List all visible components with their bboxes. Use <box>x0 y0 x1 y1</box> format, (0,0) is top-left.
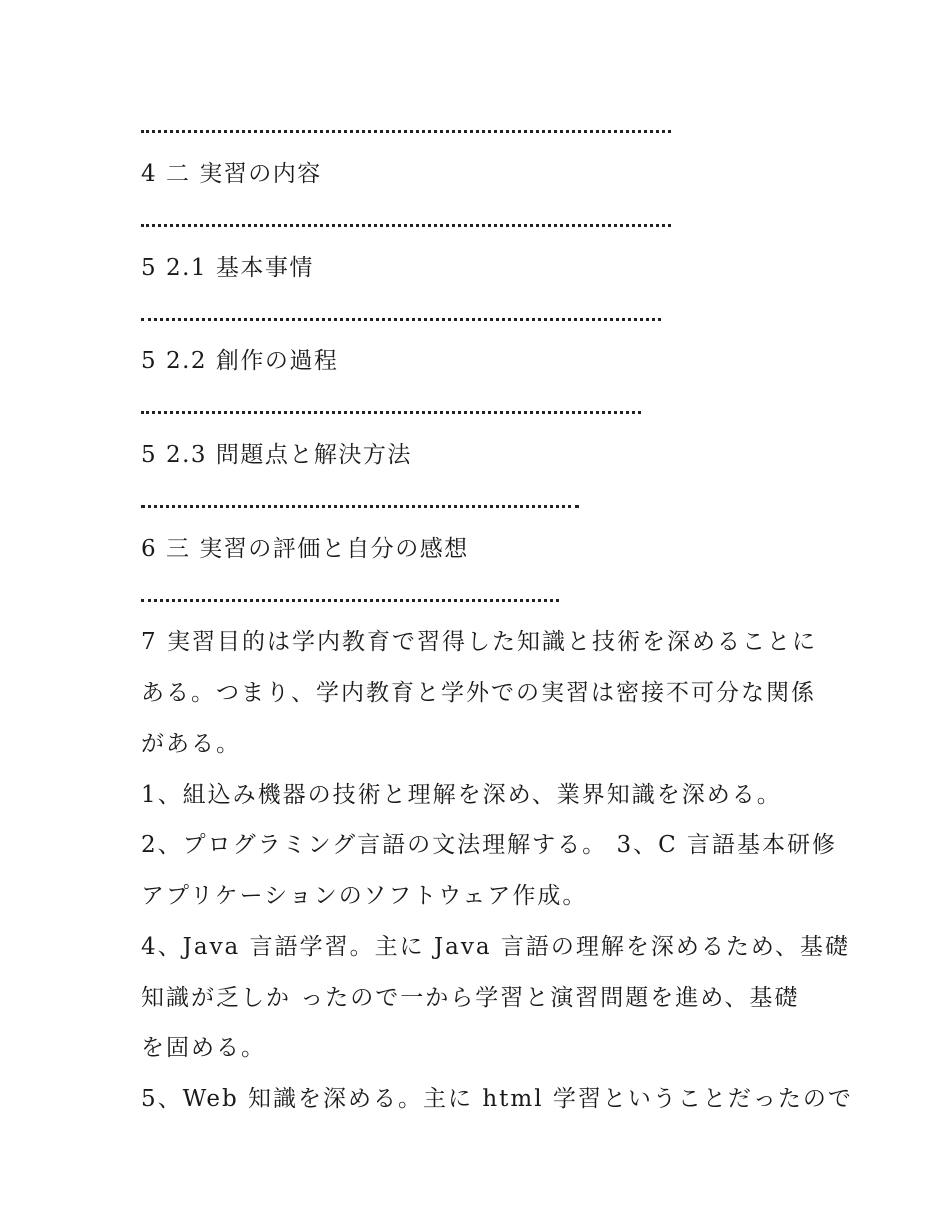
leader-dots <box>141 502 579 508</box>
toc-entry: 5 2.3 問題点と解決方法 <box>141 442 412 468</box>
body-line: 知識が乏しか ったので一から学習と演習問題を進め、基礎 <box>141 985 800 1011</box>
body-line: ある。つまり、学内教育と学外での実習は密接不可分な関係 <box>141 680 816 706</box>
leader-dots <box>141 408 641 414</box>
body-line: 4、Java 言語学習。主に Java 言語の理解を深めるため、基礎 <box>141 934 850 960</box>
toc-entry: 5 2.2 創作の過程 <box>141 348 339 374</box>
leader-dots <box>141 221 671 227</box>
toc-entry: 4 二 実習の内容 <box>141 161 322 187</box>
toc-entry: 6 三 実習の評価と自分の感想 <box>141 536 469 562</box>
leader-dots <box>141 315 661 321</box>
body-line: アプリケーションのソフトウェア作成。 <box>141 883 588 909</box>
leader-dots <box>141 127 671 133</box>
body-line: 5、Web 知識を深める。主に html 学習ということだったので <box>141 1086 853 1112</box>
toc-entry: 5 2.1 基本事情 <box>141 255 314 281</box>
body-line: 1、組込み機器の技術と理解を深め、業界知識を深める。 <box>141 782 782 808</box>
leader-dots <box>141 596 559 602</box>
body-line: を固める。 <box>141 1035 266 1061</box>
body-line: 2、プログラミング言語の文法理解する。 3、C 言語基本研修 <box>141 832 838 858</box>
body-line: 7 実習目的は学内教育で習得した知識と技術を深めることに <box>141 629 817 655</box>
body-line: がある。 <box>141 731 241 757</box>
